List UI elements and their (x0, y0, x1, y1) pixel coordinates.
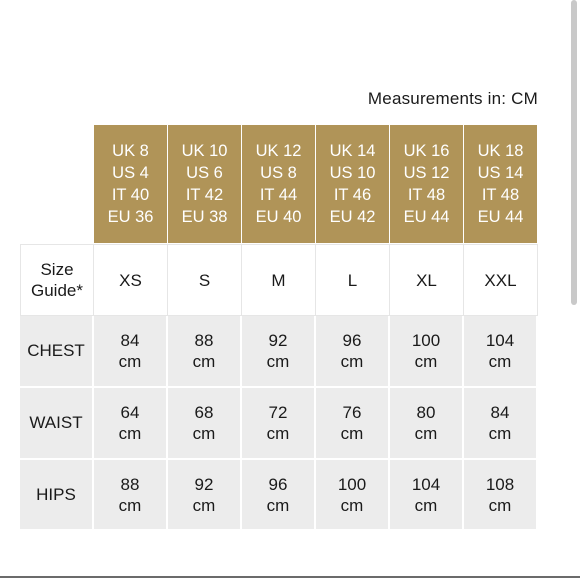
row-label-chest: CHEST (20, 316, 94, 388)
measurement-unit: cm (266, 424, 290, 443)
measurement-unit: cm (340, 352, 364, 371)
measurement-cell (94, 388, 168, 460)
measurement-cell (316, 460, 390, 531)
measurement-unit: cm (192, 424, 216, 443)
uk-size: UK 14 (329, 142, 376, 160)
eu-size: EU 44 (477, 208, 524, 226)
eu-size: EU 42 (329, 208, 376, 226)
measurement-unit: cm (488, 424, 512, 443)
size-header-col-4 (316, 125, 390, 244)
eu-size: EU 36 (107, 208, 154, 226)
size-guide-value: XXL (464, 244, 538, 316)
size-guide-value: S (168, 244, 242, 316)
measurement-unit: cm (488, 352, 512, 371)
us-size: US 8 (260, 164, 297, 182)
measurement-cell (464, 460, 538, 531)
measurement-unit: cm (414, 495, 438, 515)
measurement-value: 100 (337, 474, 367, 494)
measurement-value: 76 (342, 403, 362, 422)
us-size: US 12 (403, 164, 450, 182)
measurement-unit: cm (192, 495, 216, 515)
eu-size: EU 44 (403, 208, 450, 226)
measurement-cell (464, 316, 538, 388)
size-header-col-3 (242, 125, 316, 244)
measurement-cell (242, 316, 316, 388)
uk-size: UK 10 (181, 142, 228, 160)
measurement-value: 104 (411, 474, 441, 494)
us-size: US 4 (112, 164, 149, 182)
it-size: IT 42 (185, 186, 224, 204)
measurement-unit: cm (340, 424, 364, 443)
measurement-cell (168, 388, 242, 460)
measurement-cell (94, 316, 168, 388)
measurement-unit: cm (340, 495, 364, 515)
measurement-cell (168, 316, 242, 388)
measurement-unit: cm (266, 495, 290, 515)
size-header-col-1 (94, 125, 168, 244)
measurement-value: 104 (485, 331, 515, 350)
eu-size: EU 38 (181, 208, 228, 226)
it-size: IT 46 (333, 186, 372, 204)
measurement-cell (390, 388, 464, 460)
size-guide-value: M (242, 244, 316, 316)
measurement-value: 88 (194, 331, 214, 350)
measurement-unit: cm (414, 424, 438, 443)
measurement-value: 100 (411, 331, 441, 350)
measurement-unit: cm (118, 495, 142, 515)
size-guide-label-line-2: Guide* (31, 281, 83, 300)
corner-blank-cell (20, 125, 94, 244)
measurement-unit: cm (488, 495, 512, 515)
size-header-col-6 (464, 125, 538, 244)
size-guide-value: XS (94, 244, 168, 316)
us-size: US 14 (477, 164, 524, 182)
size-chart-table (20, 125, 538, 531)
us-size: US 6 (186, 164, 223, 182)
measurement-unit: cm (266, 352, 290, 371)
measurement-cell (464, 388, 538, 460)
measurement-cell (242, 460, 316, 531)
measurement-value: 68 (194, 403, 214, 422)
measurement-unit: cm (118, 352, 142, 371)
measurement-value: 92 (194, 474, 214, 494)
measurement-value: 108 (485, 474, 515, 494)
measurement-value: 72 (268, 403, 288, 422)
measurement-value: 96 (342, 331, 362, 350)
measurement-unit: cm (192, 352, 216, 371)
row-label-hips: HIPS (20, 460, 94, 531)
size-header-col-5 (390, 125, 464, 244)
size-guide-label (20, 244, 94, 316)
vertical-scrollbar[interactable] (571, 0, 577, 305)
measurement-cell (316, 388, 390, 460)
it-size: IT 40 (111, 186, 150, 204)
measurement-value: 84 (490, 403, 510, 422)
uk-size: UK 8 (112, 142, 149, 160)
us-size: US 10 (329, 164, 376, 182)
measurement-unit: cm (414, 352, 438, 371)
measurements-unit-label: Measurements in: CM (367, 89, 538, 108)
measurement-value: 88 (120, 474, 140, 494)
measurement-value: 92 (268, 331, 288, 350)
measurement-value: 64 (120, 403, 140, 422)
measurement-value: 84 (120, 331, 140, 350)
measurement-cell (390, 316, 464, 388)
row-label-waist: WAIST (20, 388, 94, 460)
uk-size: UK 16 (403, 142, 450, 160)
it-size: IT 44 (259, 186, 298, 204)
measurement-cell (316, 316, 390, 388)
measurement-cell (168, 460, 242, 531)
measurement-cell (94, 460, 168, 531)
size-header-col-2 (168, 125, 242, 244)
uk-size: UK 12 (255, 142, 302, 160)
measurement-value: 96 (268, 474, 288, 494)
measurement-cell (242, 388, 316, 460)
size-guide-value: L (316, 244, 390, 316)
measurement-unit: cm (118, 424, 142, 443)
bottom-divider (0, 576, 580, 578)
size-guide-value: XL (390, 244, 464, 316)
measurement-cell (390, 460, 464, 531)
it-size: IT 48 (481, 186, 520, 204)
uk-size: UK 18 (477, 142, 524, 160)
eu-size: EU 40 (255, 208, 302, 226)
size-guide-label-line-1: Size (40, 260, 74, 279)
it-size: IT 48 (407, 186, 446, 204)
measurement-value: 80 (416, 403, 436, 422)
